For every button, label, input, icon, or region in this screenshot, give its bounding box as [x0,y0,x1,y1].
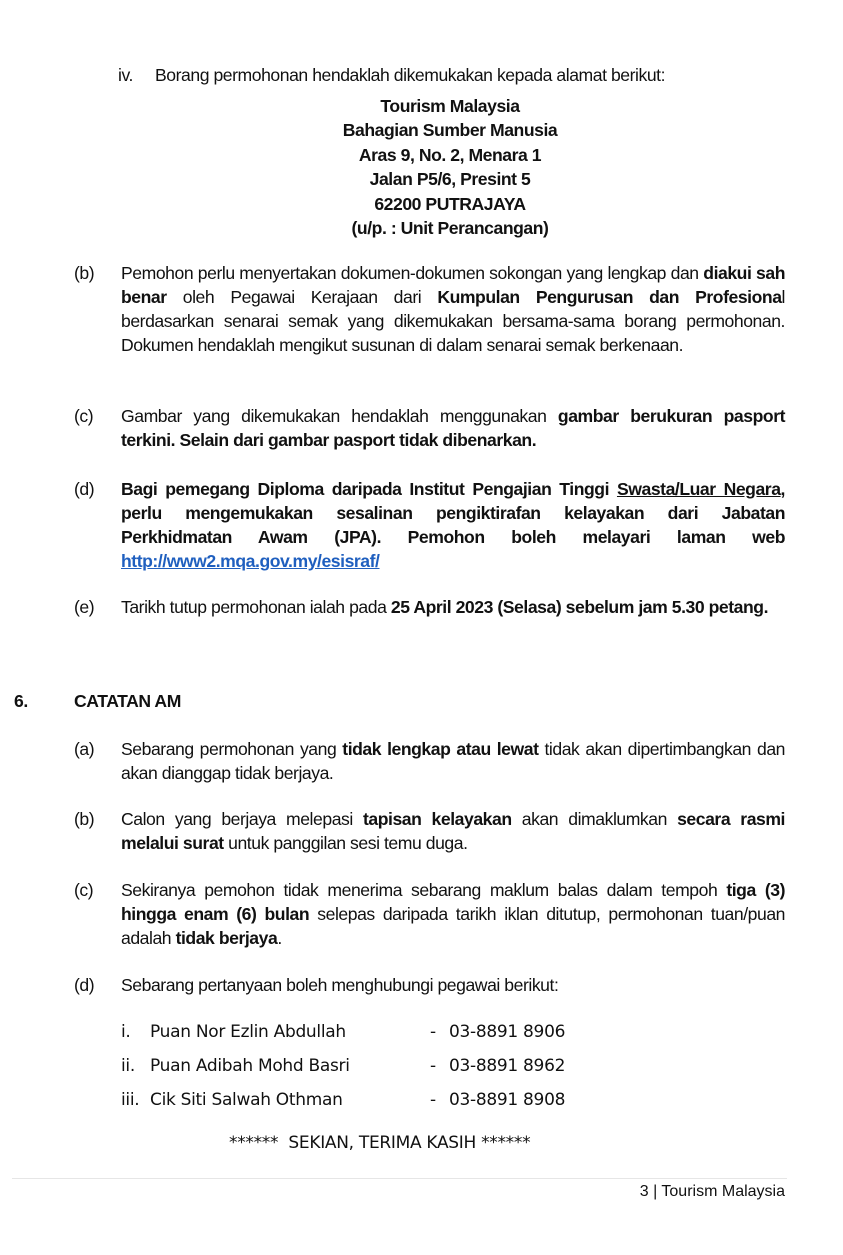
item-e-label: (e) [74,597,95,617]
bold-run: Bagi pemegang Diploma daripada Institut Pengajian Tinggi [121,479,617,499]
contact-number: i. [121,1022,131,1042]
item-c-text [121,404,785,452]
item-iv-text: Borang permohonan hendaklah dikemukakan kepada alamat berikut: [155,65,666,85]
contact-name: Cik Siti Salwah Othman [150,1090,343,1110]
contact-dash: - [430,1056,436,1076]
contact-number: iii. [121,1090,140,1110]
bold-run: 25 April 2023 (Selasa) sebelum jam 5.30 petang. [390,597,769,617]
address-block [200,94,700,240]
footer-divider [12,1178,787,1179]
item-d-label: (d) [74,479,95,499]
s6-d-text: Sebarang pertanyaan boleh menghubungi pegawai berikut: [121,975,559,995]
page-footer: 3 | Tourism Malaysia [639,1183,785,1200]
text-run: Gambar yang dikemukakan hendaklah menggunakan [121,406,558,426]
text-run: tidak akan dipertimbangkan dan akan dianggap tidak berjaya. [121,739,785,783]
text-run: Calon yang berjaya melepasi [121,809,363,829]
address-line: 62200 PUTRAJAYA [374,193,526,214]
contact-name: Puan Nor Ezlin Abdullah [150,1022,346,1042]
contact-dash: - [430,1022,436,1042]
closing-text: ****** SEKIAN, TERIMA KASIH ****** [229,1133,531,1153]
s6-c-text [121,878,785,950]
item-b-text [121,261,785,357]
contact-phone: 03-8891 8962 [449,1056,566,1076]
text-run: untuk panggilan sesi temu duga. [223,833,468,853]
bold-run: gambar berukuran pasport terkini. Selain dari gambar pasport tidak dibenarkan. [121,406,785,450]
section-title: CATATAN AM [74,691,181,711]
contact-dash: - [430,1090,436,1110]
item-e-text [121,595,785,619]
address-line: (u/p. : Unit Perancangan) [351,218,549,239]
address-line: Jalan P5/6, Presint 5 [369,169,531,190]
s6-a-label: (a) [74,739,95,759]
bold-run: diakui sah benar [121,263,786,307]
bold-run: tapisan kelayakan [362,809,512,829]
text-run: Tarikh tutup permohonan ialah pada [121,597,391,617]
item-c-label: (c) [74,406,94,426]
s6-a-text [121,737,785,785]
text-run: Sekiranya pemohon tidak menerima sebarang maklum balas dalam tempoh [121,880,727,900]
bold-run: tidak lengkap atau lewat [342,739,539,759]
section-number: 6. [14,691,28,711]
item-d-text [121,477,785,573]
bold-run: tidak berjaya [175,928,278,948]
bold-run: tiga (3) hingga enam (6) bulan [121,880,785,924]
s6-b-text [121,807,785,855]
text-run: selepas daripada tarikh iklan ditutup, permohonan tuan/puan adalah [121,904,785,948]
bold-run: secara rasmi melalui surat [121,809,785,853]
s6-d-label: (d) [74,975,95,995]
contact-phone: 03-8891 8906 [449,1022,566,1042]
item-iv-number: iv. [118,65,133,85]
contact-number: ii. [121,1056,135,1076]
address-line: Bahagian Sumber Manusia [342,120,558,141]
underlined-run: Swasta/Luar Negara [616,479,781,499]
text-run: Sebarang permohonan yang [121,739,343,759]
text-run: oleh Pegawai Kerajaan dari [166,287,438,307]
item-b-label: (b) [74,263,95,283]
text-run: akan dimaklumkan [511,809,678,829]
contact-phone: 03-8891 8908 [449,1090,566,1110]
s6-c-label: (c) [74,880,94,900]
address-line: Aras 9, No. 2, Menara 1 [358,144,542,165]
text-run: l berdasarkan senarai semak yang dikemukakan bersama-sama borang permohonan. Dokumen hendaklah mengikut susunan di dalam senarai semak berkenaan. [121,287,785,355]
bold-run: Kumpulan Pengurusan dan Profesiona [437,287,782,307]
text-run: . [277,928,282,948]
text-run: Pemohon perlu menyertakan dokumen-dokumen sokongan yang lengkap dan [121,263,704,283]
mqa-esisraf-link[interactable]: http://www2.mqa.gov.my/esisraf/ [121,551,380,571]
contact-name: Puan Adibah Mohd Basri [150,1056,350,1076]
bold-run: , perlu mengemukakan sesalinan pengiktirafan kelayakan dari Jabatan Perkhidmatan Awam (JPA). Pemohon boleh melayari laman web [121,479,785,547]
s6-b-label: (b) [74,809,95,829]
address-line: Tourism Malaysia [380,96,520,116]
